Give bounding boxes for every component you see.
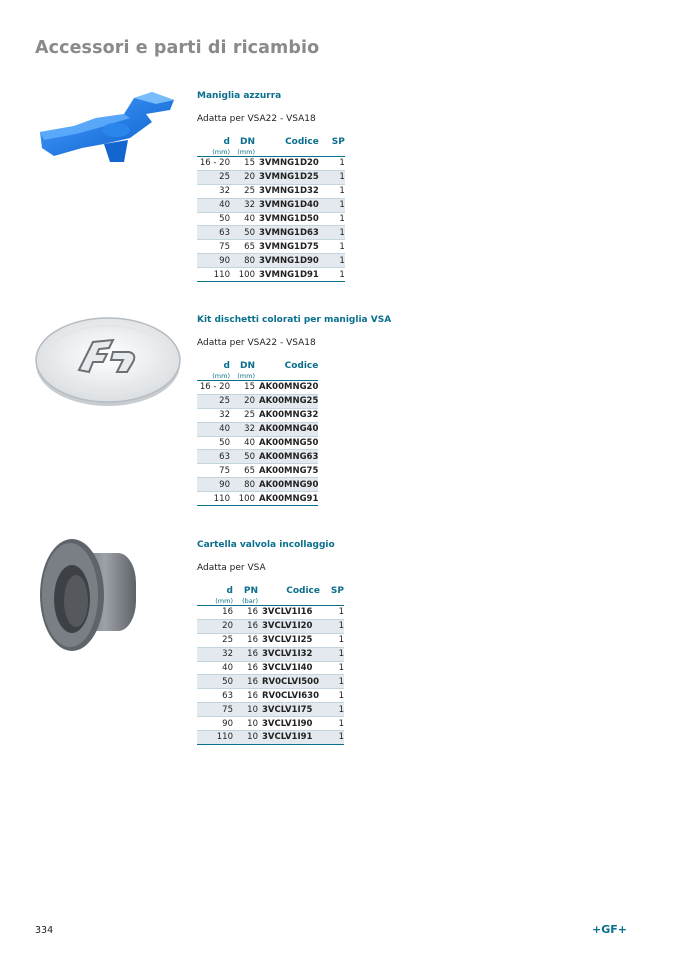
section-cartella-valvola	[197, 540, 637, 745]
table-cell: 1	[319, 212, 345, 226]
table-cell: 25	[197, 394, 230, 408]
table-cell: 1	[320, 731, 344, 745]
table-row	[197, 661, 344, 675]
code-cell: 3VMNG1D63	[255, 226, 319, 240]
table-row	[197, 157, 345, 171]
table-cell: 32	[197, 647, 233, 661]
table-cell: 16	[233, 675, 258, 689]
table-cell: 16 - 20	[197, 157, 230, 171]
table-cell: 40	[197, 198, 230, 212]
table-cell: 80	[230, 478, 255, 492]
table-row	[197, 492, 318, 506]
table-row	[197, 408, 318, 422]
table-cell: 25	[197, 170, 230, 184]
table-cell: 40	[230, 212, 255, 226]
header-codice: Codice	[285, 137, 319, 147]
section-title: Kit dischetti colorati per maniglia VSA	[197, 315, 392, 325]
table-cell: 40	[230, 436, 255, 450]
table-cell: 10	[233, 703, 258, 717]
table-cell: 32	[230, 198, 255, 212]
table-row	[197, 240, 345, 254]
table-cell: 25	[230, 408, 255, 422]
code-cell: 3VMNG1D25	[255, 170, 319, 184]
code-cell: AK00MNG91	[255, 492, 318, 506]
code-cell: 3VCLV1I90	[258, 717, 320, 731]
spec-table	[197, 136, 345, 282]
table-row	[197, 212, 345, 226]
code-cell: 3VCLV1I32	[258, 647, 320, 661]
table-row	[197, 689, 344, 703]
table-cell: 1	[320, 675, 344, 689]
code-cell: 3VMNG1D50	[255, 212, 319, 226]
table-cell: 1	[320, 661, 344, 675]
table-cell: 63	[197, 689, 233, 703]
code-cell: AK00MNG50	[255, 436, 318, 450]
table-row	[197, 394, 318, 408]
table-row	[197, 381, 318, 395]
header-codice: Codice	[284, 361, 319, 371]
table-body	[197, 381, 318, 506]
code-cell: RV0CLVI500	[258, 675, 320, 689]
table-row	[197, 703, 344, 717]
table-cell: 15	[230, 381, 255, 395]
table-row	[197, 647, 344, 661]
page-number: 334	[35, 925, 54, 936]
table-body	[197, 157, 345, 282]
code-cell: 3VCLV1I20	[258, 619, 320, 633]
code-cell: 3VMNG1D20	[255, 157, 319, 171]
table-cell: 1	[320, 689, 344, 703]
header-d: d	[226, 586, 233, 596]
header-dn: DN	[239, 137, 255, 147]
table-cell: 25	[197, 633, 233, 647]
table-cell: 1	[320, 703, 344, 717]
table-cell: 100	[230, 268, 255, 282]
table-cell: 50	[197, 675, 233, 689]
table-row	[197, 170, 345, 184]
table-cell: 16	[233, 606, 258, 620]
unit-dn: (mm)	[230, 147, 255, 157]
header-d: d	[223, 361, 230, 371]
table-cell: 1	[320, 647, 344, 661]
table-row	[197, 717, 344, 731]
table-cell: 63	[197, 226, 230, 240]
table-cell: 1	[320, 633, 344, 647]
unit-d: (mm)	[197, 371, 230, 381]
table-cell: 16	[233, 661, 258, 675]
table-cell: 15	[230, 157, 255, 171]
table-row	[197, 619, 344, 633]
unit-d: (mm)	[197, 147, 230, 157]
table-cell: 1	[320, 619, 344, 633]
code-cell: 3VMNG1D32	[255, 184, 319, 198]
table-body	[197, 606, 344, 745]
table-cell: 32	[197, 408, 230, 422]
header-sp: SP	[330, 586, 344, 596]
section-title: Maniglia azzurra	[197, 91, 282, 101]
table-cell: 16 - 20	[197, 381, 230, 395]
table-cell: 1	[319, 184, 345, 198]
table-row	[197, 226, 345, 240]
table-row	[197, 478, 318, 492]
table-cell: 10	[233, 731, 258, 745]
table-row	[197, 198, 345, 212]
table-row	[197, 606, 344, 620]
table-row	[197, 184, 345, 198]
table-cell: 110	[197, 268, 230, 282]
code-cell: RV0CLVI630	[258, 689, 320, 703]
code-cell: AK00MNG20	[255, 381, 318, 395]
code-cell: 3VMNG1D91	[255, 268, 319, 282]
table-cell: 16	[233, 619, 258, 633]
table-row	[197, 450, 318, 464]
header-codice: Codice	[286, 586, 320, 596]
header-dn: DN	[239, 361, 255, 371]
code-cell: AK00MNG90	[255, 478, 318, 492]
table-cell: 16	[233, 689, 258, 703]
section-kit-dischetti	[197, 315, 637, 506]
code-cell: AK00MNG75	[255, 464, 318, 478]
table-cell: 65	[230, 464, 255, 478]
table-cell: 1	[319, 170, 345, 184]
code-cell: AK00MNG63	[255, 450, 318, 464]
table-cell: 25	[230, 184, 255, 198]
table-cell: 32	[197, 184, 230, 198]
unit-d: (mm)	[197, 596, 233, 606]
code-cell: 3VCLV1I25	[258, 633, 320, 647]
table-cell: 90	[197, 717, 233, 731]
table-cell: 20	[230, 394, 255, 408]
table-cell: 75	[197, 464, 230, 478]
table-row	[197, 436, 318, 450]
table-cell: 65	[230, 240, 255, 254]
table-cell: 90	[197, 478, 230, 492]
table-cell: 20	[230, 170, 255, 184]
code-cell: 3VCLV1I75	[258, 703, 320, 717]
section-subtitle: Adatta per VSA	[197, 563, 266, 573]
code-cell: AK00MNG32	[255, 408, 318, 422]
table-row	[197, 731, 344, 745]
table-cell: 40	[197, 661, 233, 675]
table-cell: 50	[230, 226, 255, 240]
table-cell: 20	[197, 619, 233, 633]
table-cell: 50	[197, 212, 230, 226]
unit-pn: (bar)	[233, 596, 258, 606]
section-maniglia	[197, 91, 637, 282]
table-cell: 90	[197, 254, 230, 268]
table-cell: 110	[197, 492, 230, 506]
table-cell: 1	[320, 606, 344, 620]
table-cell: 1	[319, 198, 345, 212]
spec-table	[197, 585, 344, 745]
code-cell: 3VCLV1I16	[258, 606, 320, 620]
table-cell: 1	[319, 240, 345, 254]
code-cell: 3VMNG1D90	[255, 254, 319, 268]
code-cell: AK00MNG25	[255, 394, 318, 408]
page-title: Accessori e parti di ricambio	[35, 38, 320, 58]
table-cell: 40	[197, 422, 230, 436]
table-cell: 16	[233, 647, 258, 661]
unit-dn: (mm)	[230, 371, 255, 381]
table-cell: 110	[197, 731, 233, 745]
table-row	[197, 268, 345, 282]
table-cell: 1	[319, 157, 345, 171]
valve-flange-image	[36, 535, 140, 653]
table-cell: 1	[320, 717, 344, 731]
table-cell: 50	[230, 450, 255, 464]
table-cell: 16	[197, 606, 233, 620]
table-cell: 1	[319, 268, 345, 282]
table-row	[197, 254, 345, 268]
table-row	[197, 633, 344, 647]
table-cell: 75	[197, 240, 230, 254]
table-cell: 63	[197, 450, 230, 464]
code-cell: AK00MNG40	[255, 422, 318, 436]
table-cell: 75	[197, 703, 233, 717]
header-pn: PN	[243, 586, 258, 596]
section-subtitle: Adatta per VSA22 - VSA18	[197, 338, 316, 348]
table-row	[197, 675, 344, 689]
table-cell: 32	[230, 422, 255, 436]
code-cell: 3VCLV1I91	[258, 731, 320, 745]
section-subtitle: Adatta per VSA22 - VSA18	[197, 114, 316, 124]
header-sp: SP	[331, 137, 345, 147]
table-cell: 1	[319, 254, 345, 268]
table-cell: 80	[230, 254, 255, 268]
table-cell: 1	[319, 226, 345, 240]
table-row	[197, 464, 318, 478]
header-d: d	[223, 137, 230, 147]
table-cell: 50	[197, 436, 230, 450]
section-title: Cartella valvola incollaggio	[197, 540, 335, 550]
code-cell: 3VCLV1I40	[258, 661, 320, 675]
table-row	[197, 422, 318, 436]
blue-handle-image	[34, 88, 184, 172]
code-cell: 3VMNG1D40	[255, 198, 319, 212]
table-cell: 16	[233, 633, 258, 647]
code-cell: 3VMNG1D75	[255, 240, 319, 254]
colored-disc-image	[33, 312, 183, 410]
spec-table	[197, 360, 318, 506]
table-cell: 10	[233, 717, 258, 731]
gf-logo: +GF+	[592, 923, 627, 936]
table-cell: 100	[230, 492, 255, 506]
